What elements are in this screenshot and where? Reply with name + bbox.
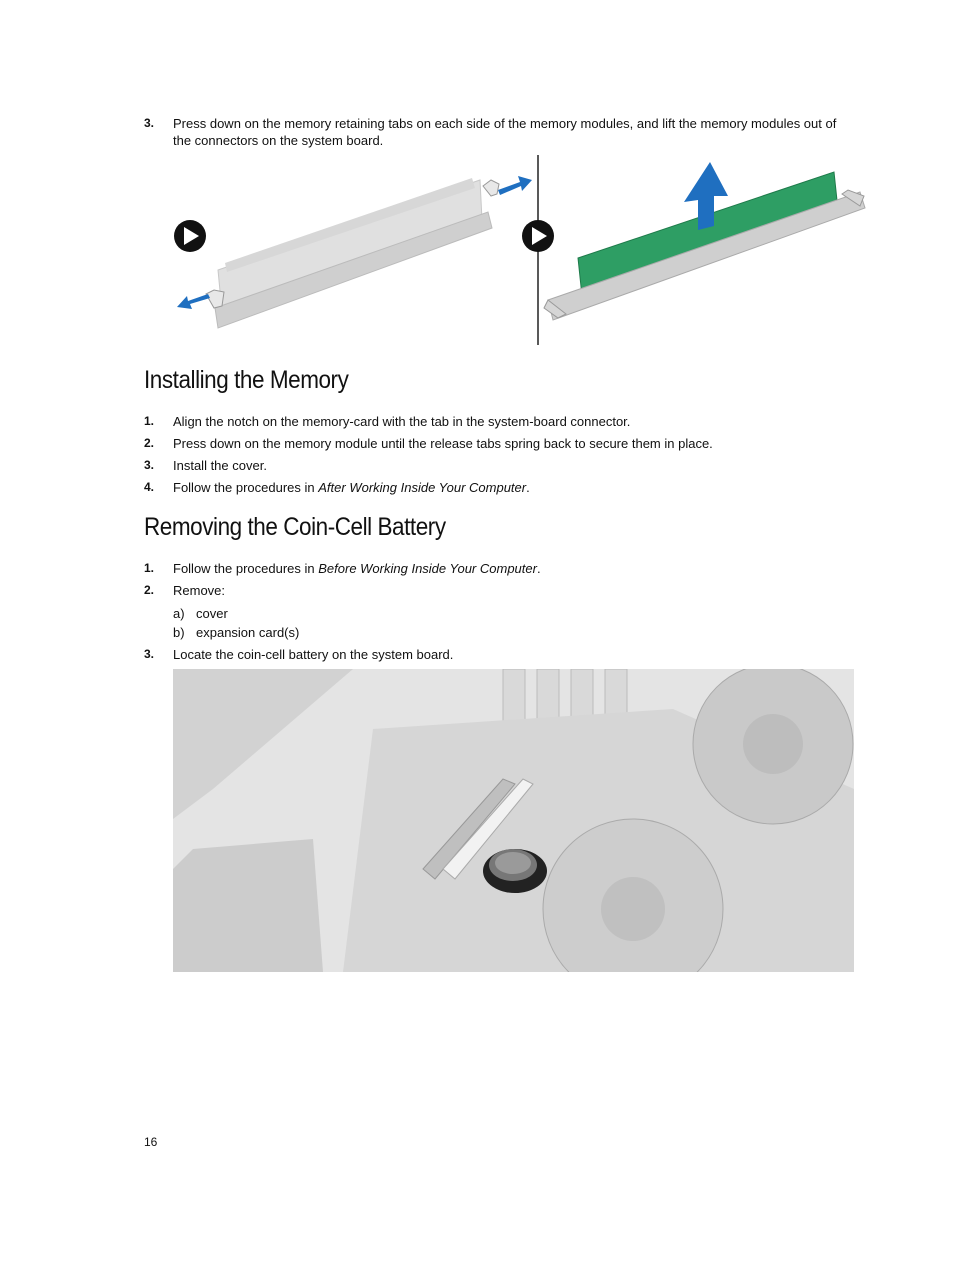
- step-text-suffix: .: [536, 561, 541, 576]
- step-number: 3.: [144, 116, 155, 130]
- coin-cell-battery: [483, 849, 547, 893]
- gray-memory-module: [215, 178, 492, 328]
- sub-item-text: cover: [196, 606, 228, 621]
- step-text: Align the notch on the memory-card with the tab in the system-board connector.: [173, 414, 631, 429]
- battery-step-1: [144, 560, 844, 577]
- retaining-tab-right: [483, 180, 499, 196]
- play-icon: [522, 220, 554, 252]
- arrow-right-icon: [498, 176, 532, 195]
- sub-item-a: [173, 605, 228, 622]
- step-number: 1.: [144, 561, 155, 575]
- cross-reference-link[interactable]: Before Working Inside Your Computer: [318, 561, 537, 576]
- step-text: Install the cover.: [173, 458, 267, 473]
- step-number: 2.: [144, 583, 155, 597]
- step-number: 3.: [144, 647, 155, 661]
- step-number: 2.: [144, 436, 155, 450]
- play-icon: [174, 220, 206, 252]
- step-text: [173, 560, 844, 577]
- step-text: Press down on the memory module until the release tabs spring back to secure them in place.: [173, 436, 713, 451]
- sub-item-b: [173, 624, 299, 641]
- arrow-left-icon: [177, 294, 210, 309]
- install-step-1: [144, 413, 844, 430]
- battery-step-2: [144, 582, 844, 599]
- step-text-suffix: .: [526, 480, 530, 495]
- step-text: Press down on the memory retaining tabs on each side of the memory modules, and lift the memory modules out of the connectors on the system board.: [173, 116, 837, 148]
- step-remove-memory: [144, 115, 844, 149]
- step-text-prefix: Follow the procedures in: [173, 480, 319, 495]
- step-number: 1.: [144, 414, 155, 428]
- step-text-prefix: Follow the procedures in: [173, 561, 319, 576]
- step-text: [173, 479, 844, 496]
- heading-removing-coin-cell: Removing the Coin-Cell Battery: [144, 513, 446, 541]
- step-number: 3.: [144, 458, 155, 472]
- rear-fan: [693, 669, 853, 824]
- cross-reference-link[interactable]: After Working Inside Your Computer: [318, 480, 527, 495]
- install-step-3: [144, 457, 844, 474]
- page-number: 16: [144, 1135, 158, 1149]
- sub-item-text: expansion card(s): [196, 625, 300, 640]
- step-number: 4.: [144, 480, 155, 494]
- heading-installing-memory: Installing the Memory: [144, 366, 349, 394]
- install-step-2: [144, 435, 844, 452]
- retaining-tab-left: [206, 290, 224, 308]
- step-text: Locate the coin-cell battery on the system board.: [173, 647, 454, 662]
- step-text: Remove:: [173, 583, 226, 598]
- drive-bay: [173, 839, 323, 972]
- install-step-4: [144, 479, 844, 496]
- sub-item-letter: b): [173, 625, 185, 640]
- system-board-photo: [173, 669, 854, 972]
- memory-removal-figure: [170, 150, 870, 350]
- battery-step-3: [144, 646, 844, 663]
- sub-item-letter: a): [173, 606, 185, 621]
